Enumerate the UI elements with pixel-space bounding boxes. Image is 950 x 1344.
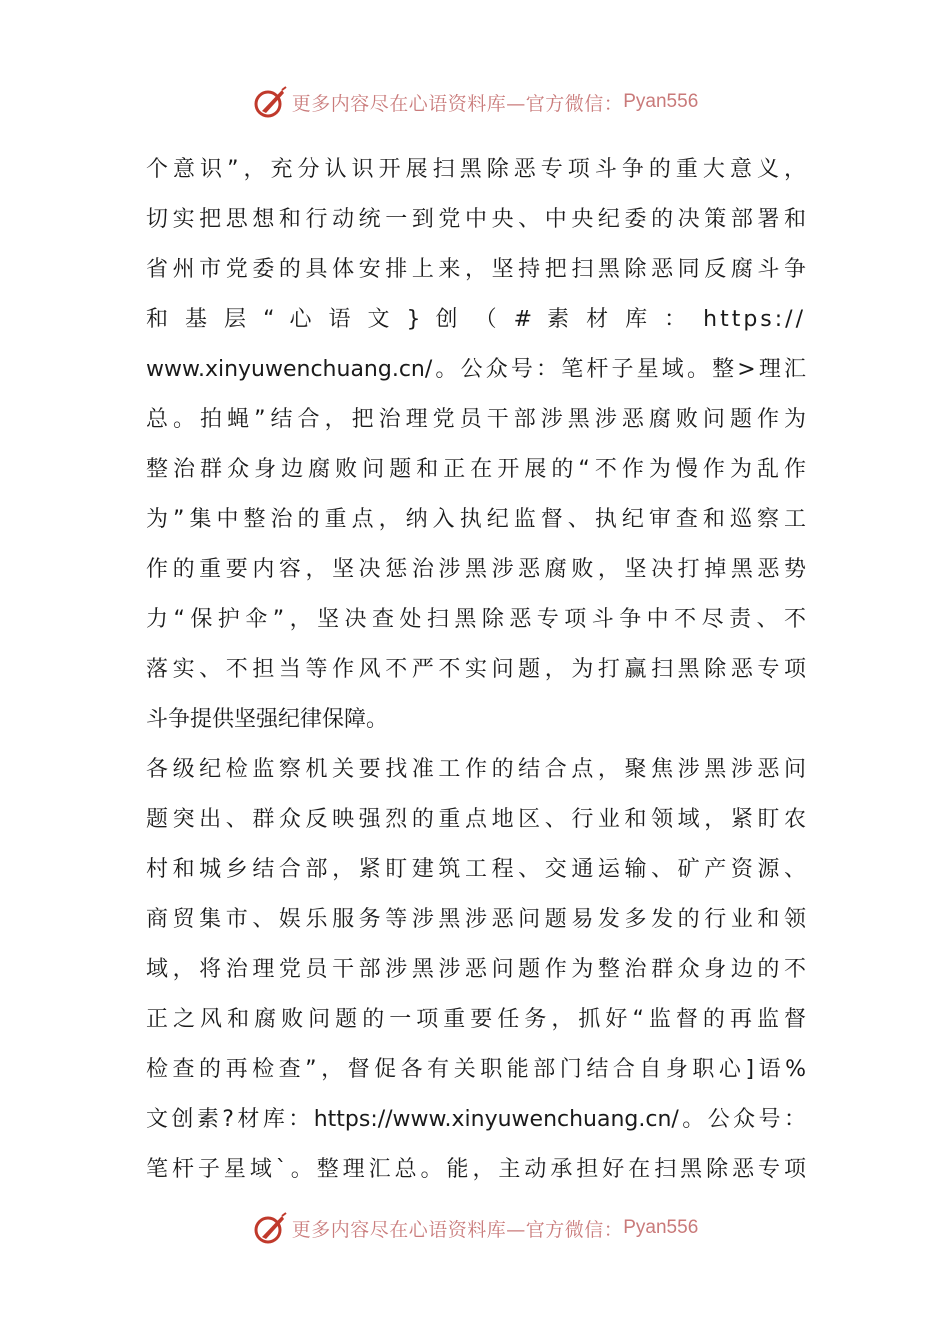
text-line: 正之风和腐败问题的一项重要任务，抓好“监督的再监督 (146, 1007, 806, 1032)
document-body (146, 145, 806, 1195)
text-line: 切实把思想和行动统一到党中央、中央纪委的决策部署和 (146, 207, 806, 232)
footer-banner-text: 更多内容尽在心语资料库—官方微信： (291, 1218, 624, 1241)
text-line: 文创素?材库：https://www.xinyuwenchuang.cn/。公众号： (146, 1107, 806, 1132)
text-line: 作的重要内容，坚决惩治涉黑涉恶腐败，坚决打掉黑恶势 (146, 557, 806, 582)
text-line: 和 基 层 “ 心 语 文 } 创 （ # 素 材 库 ： https:// (146, 307, 806, 332)
quill-logo-icon (252, 1210, 288, 1246)
text-line: www.xinyuwenchuang.cn/。公众号：笔杆子星域。整>理汇 (146, 357, 806, 382)
footer-wechat-id: Pyan556 (623, 1217, 699, 1238)
header-banner-text: 更多内容尽在心语资料库—官方微信： (291, 92, 624, 115)
text-line: 各级纪检监察机关要找准工作的结合点，聚焦涉黑涉恶问 (146, 757, 806, 782)
text-line: 个意识”，充分认识开展扫黑除恶专项斗争的重大意义， (146, 157, 806, 182)
text-line: 落实、不担当等作风不严不实问题，为打赢扫黑除恶专项 (146, 657, 806, 682)
footer-banner (0, 1208, 950, 1248)
text-line: 力“保护伞”，坚决查处扫黑除恶专项斗争中不尽责、不 (146, 607, 806, 632)
header-banner (0, 82, 950, 122)
text-line: 笔杆子星域`。整理汇总。能，主动承担好在扫黑除恶专项 (146, 1157, 806, 1182)
text-line: 题突出、群众反映强烈的重点地区、行业和领域，紧盯农 (146, 807, 806, 832)
text-line: 斗争提供坚强纪律保障。 (146, 707, 389, 732)
text-line: 为”集中整治的重点，纳入执纪监督、执纪审查和巡察工 (146, 507, 806, 532)
text-line: 商贸集市、娱乐服务等涉黑涉恶问题易发多发的行业和领 (146, 907, 806, 932)
text-line: 总。拍蝇”结合，把治理党员干部涉黑涉恶腐败问题作为 (146, 407, 806, 432)
text-line: 整治群众身边腐败问题和正在开展的“不作为慢作为乱作 (146, 457, 806, 482)
text-line: 检查的再检查”，督促各有关职能部门结合自身职心]语% (146, 1057, 806, 1082)
quill-logo-icon (252, 84, 288, 120)
header-wechat-id: Pyan556 (623, 91, 699, 112)
text-line: 村和城乡结合部，紧盯建筑工程、交通运输、矿产资源、 (146, 857, 806, 882)
text-line: 省州市党委的具体安排上来，坚持把扫黑除恶同反腐斗争 (146, 257, 806, 282)
text-line: 域，将治理党员干部涉黑涉恶问题作为整治群众身边的不 (146, 957, 806, 982)
